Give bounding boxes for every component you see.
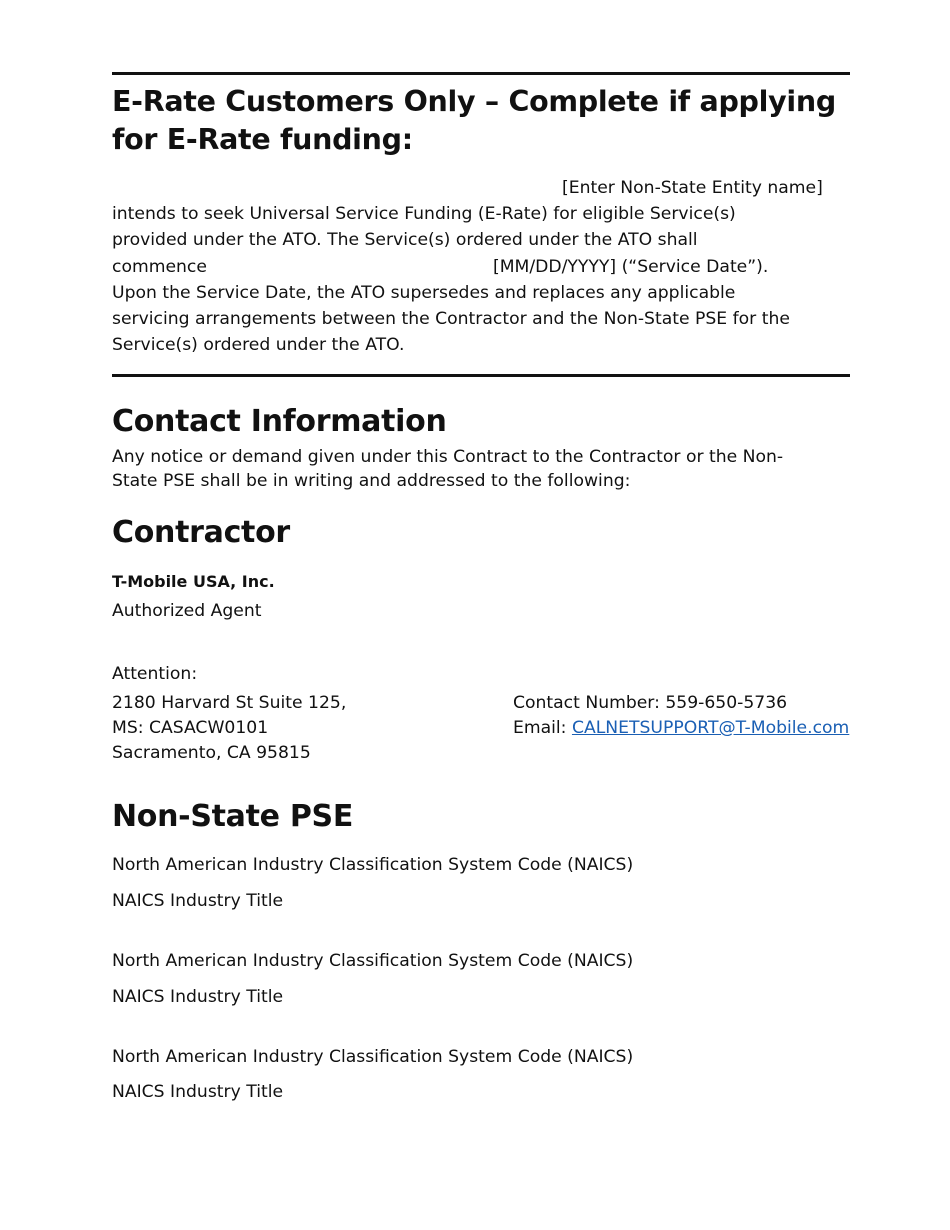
erate-service-date-placeholder[interactable]: [MM/DD/YYYY] (“Service Date”). [493, 257, 769, 277]
non-state-pse-heading: Non-State PSE [112, 799, 354, 834]
contractor-company: T-Mobile USA, Inc. [112, 572, 275, 591]
contractor-email-row [513, 716, 849, 741]
contact-info-line-2: State PSE shall be in writing and addressed to the following: [112, 471, 631, 491]
erate-line-7: Service(s) ordered under the ATO. [112, 335, 405, 355]
erate-entity-placeholder[interactable]: [Enter Non-State Entity name] [562, 178, 823, 198]
contractor-email-link[interactable]: CALNETSUPPORT@T-Mobile.com [571, 718, 850, 738]
erate-line-3: provided under the ATO. The Service(s) ordered under the ATO shall [112, 230, 698, 250]
naics-title-3[interactable]: NAICS Industry Title [112, 1082, 284, 1102]
top-divider [112, 72, 850, 75]
naics-code-2[interactable]: North American Industry Classification System Code (NAICS) [112, 951, 634, 971]
bottom-divider [112, 374, 850, 377]
contact-info-heading: Contact Information [112, 404, 447, 439]
erate-line-2: intends to seek Universal Service Funding (E-Rate) for eligible Service(s) [112, 204, 736, 224]
erate-line-6: servicing arrangements between the Contractor and the Non-State PSE for the [112, 309, 790, 329]
contractor-address-line-1: 2180 Harvard St Suite 125, [112, 693, 347, 713]
contractor-address-line-3: Sacramento, CA 95815 [112, 743, 311, 763]
erate-heading: E-Rate Customers Only – Complete if applying for E-Rate funding: [112, 85, 836, 156]
naics-code-1[interactable]: North American Industry Classification System Code (NAICS) [112, 855, 634, 875]
contractor-email-label: Email: [513, 718, 572, 738]
contractor-address-line-2: MS: CASACW0101 [112, 718, 269, 738]
contractor-attention: Attention: [112, 664, 198, 684]
contractor-role: Authorized Agent [112, 601, 262, 621]
contact-info-line-1: Any notice or demand given under this Contract to the Contractor or the Non- [112, 447, 784, 467]
erate-line-5: Upon the Service Date, the ATO supersedes and replaces any applicable [112, 283, 736, 303]
erate-commence-label: commence [112, 257, 207, 277]
naics-code-3[interactable]: North American Industry Classification System Code (NAICS) [112, 1047, 634, 1067]
naics-title-1[interactable]: NAICS Industry Title [112, 891, 284, 911]
contractor-contact-number: Contact Number: 559-650-5736 [513, 693, 788, 713]
naics-title-2[interactable]: NAICS Industry Title [112, 987, 284, 1007]
contractor-heading: Contractor [112, 515, 290, 550]
